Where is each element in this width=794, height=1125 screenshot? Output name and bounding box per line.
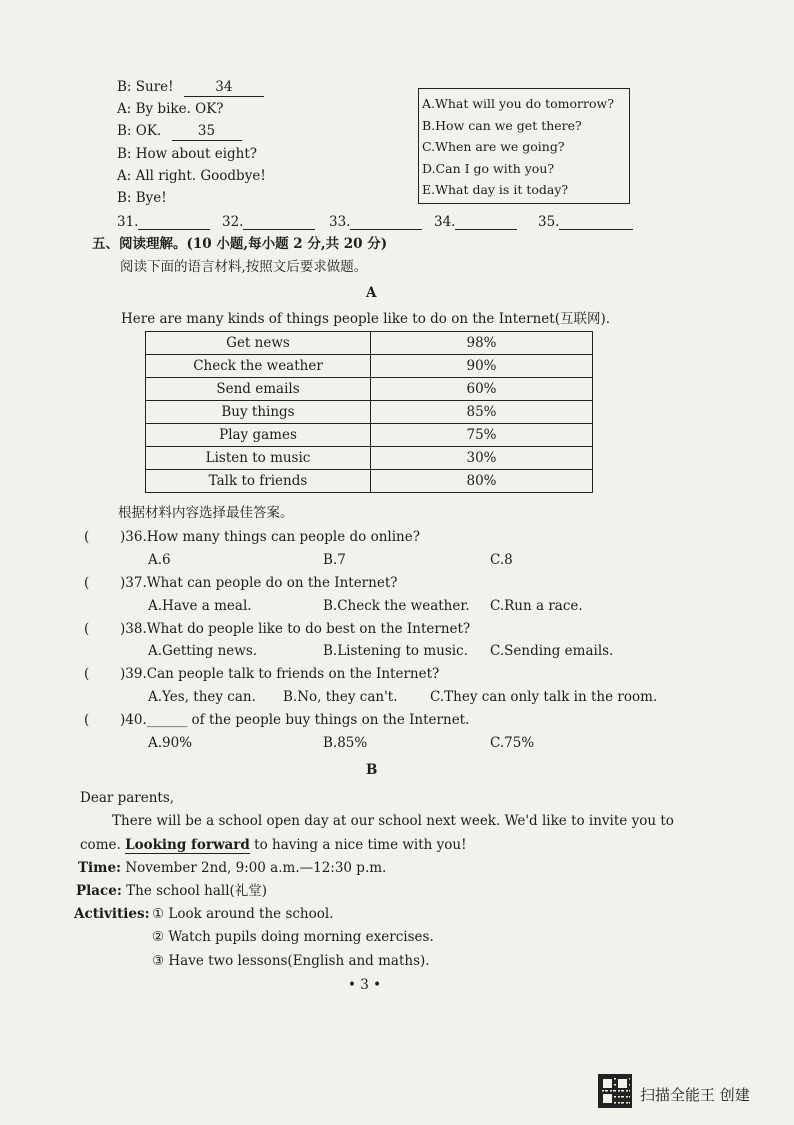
letter-greeting: Dear parents, xyxy=(80,790,175,806)
option-b: B.How can we get there? xyxy=(422,117,582,133)
answer-33 xyxy=(329,214,422,230)
dialogue-line-1 xyxy=(117,78,264,97)
dialogue-line-4: B: How about eight? xyxy=(117,146,258,162)
table-row xyxy=(146,378,593,401)
question-37-stem: )37.What can people do on the Internet? xyxy=(120,575,398,591)
underlined-phrase: Looking forward xyxy=(125,837,250,853)
dialogue-line-5: A: All right. Goodbye! xyxy=(117,168,266,184)
activity-cell: Talk to friends xyxy=(146,470,371,493)
activity-item-2: ② Watch pupils doing morning exercises. xyxy=(152,929,434,945)
question-38-paren: ( xyxy=(84,621,90,637)
question-40-option-b: B.85% xyxy=(323,735,368,751)
qr-code-icon xyxy=(598,1074,632,1108)
question-36-option-a: A.6 xyxy=(148,552,171,568)
activity-cell: Get news xyxy=(146,332,371,355)
table-row xyxy=(146,424,593,447)
percent-cell: 85% xyxy=(371,401,593,424)
activity-cell: Play games xyxy=(146,424,371,447)
letter-line-2 xyxy=(80,836,467,854)
percent-cell: 98% xyxy=(371,332,593,355)
answer-line xyxy=(455,215,517,230)
answer-number: 33. xyxy=(329,214,351,230)
question-40-stem: )40.______ of the people buy things on the Internet. xyxy=(120,712,470,728)
internet-activities-table xyxy=(145,331,593,493)
time-label: Time: xyxy=(78,860,122,876)
question-36-stem: )36.How many things can people do online? xyxy=(120,529,420,545)
answer-number: 31. xyxy=(117,214,139,230)
question-36-option-c: C.8 xyxy=(490,552,513,568)
percent-cell: 60% xyxy=(371,378,593,401)
activity-cell: Listen to music xyxy=(146,447,371,470)
qr-corner xyxy=(601,1092,614,1105)
activity-item-3: ③ Have two lessons(English and maths). xyxy=(152,953,430,969)
answer-blank-35: 35 xyxy=(172,122,242,141)
question-37-option-a: A.Have a meal. xyxy=(148,598,252,614)
percent-cell: 75% xyxy=(371,424,593,447)
activity-cell: Buy things xyxy=(146,401,371,424)
question-38-stem: )38.What do people like to do best on the Internet? xyxy=(120,621,471,637)
letter-line-1: There will be a school open day at our school next week. We'd like to invite you to xyxy=(112,813,674,829)
question-37-option-b: B.Check the weather. xyxy=(323,598,470,614)
answer-line xyxy=(559,215,633,230)
dialogue-text: B: Sure! xyxy=(117,79,174,95)
answer-31 xyxy=(117,214,210,230)
answer-blanks-row xyxy=(117,214,637,234)
question-39-option-b: B.No, they can't. xyxy=(283,689,398,705)
question-38-option-a: A.Getting news. xyxy=(148,643,258,659)
time-value: November 2nd, 9:00 a.m.—12:30 p.m. xyxy=(125,860,387,876)
table-row xyxy=(146,447,593,470)
qr-corner xyxy=(601,1077,614,1090)
place-label: Place: xyxy=(76,883,122,899)
question-36-paren: ( xyxy=(84,529,90,545)
section-heading: 五、阅读理解。(10 小题,每小题 2 分,共 20 分) xyxy=(92,236,388,252)
passage-b-label: B xyxy=(366,762,378,778)
dialogue-line-2: A: By bike. OK? xyxy=(117,101,224,117)
option-a: A.What will you do tomorrow? xyxy=(422,96,614,111)
question-37-option-c: C.Run a race. xyxy=(490,598,583,614)
question-38-option-b: B.Listening to music. xyxy=(323,643,468,659)
passage-a-intro: Here are many kinds of things people like to do on the Internet(互联网). xyxy=(121,311,611,327)
answer-line xyxy=(350,215,422,230)
question-37-paren: ( xyxy=(84,575,90,591)
table-row xyxy=(146,355,593,378)
scanner-watermark: 扫描全能王 创建 xyxy=(640,1086,750,1104)
answer-line xyxy=(138,215,210,230)
table-row xyxy=(146,470,593,493)
qr-corner xyxy=(616,1077,629,1090)
question-40-option-c: C.75% xyxy=(490,735,535,751)
question-38-option-c: C.Sending emails. xyxy=(490,643,614,659)
answer-line xyxy=(243,215,315,230)
answer-35 xyxy=(538,214,633,230)
question-40-paren: ( xyxy=(84,712,90,728)
table-row xyxy=(146,401,593,424)
percent-cell: 80% xyxy=(371,470,593,493)
option-d: D.Can I go with you? xyxy=(422,160,555,176)
question-39-option-c: C.They can only talk in the room. xyxy=(430,689,658,705)
option-c: C.When are we going? xyxy=(422,139,565,154)
activities-label: Activities: xyxy=(74,906,150,922)
section-instruction: 阅读下面的语言材料,按照文后要求做题。 xyxy=(120,259,368,275)
time-line xyxy=(78,859,386,877)
activity-cell: Send emails xyxy=(146,378,371,401)
passage-a-label: A xyxy=(366,285,377,301)
letter-text: come. xyxy=(80,837,121,853)
option-e: E.What day is it today? xyxy=(422,182,569,197)
question-39-stem: )39.Can people talk to friends on the Internet? xyxy=(120,666,440,682)
answer-blank-34: 34 xyxy=(184,78,264,97)
dialogue-text: B: OK. xyxy=(117,123,162,139)
percent-cell: 30% xyxy=(371,447,593,470)
answer-number: 34. xyxy=(434,214,456,230)
question-40-option-a: A.90% xyxy=(148,735,193,751)
answer-number: 32. xyxy=(222,214,244,230)
choose-instruction: 根据材料内容选择最佳答案。 xyxy=(118,505,294,521)
place-value: The school hall(礼堂) xyxy=(126,883,268,899)
page-number: • 3 • xyxy=(348,977,382,993)
options-box xyxy=(418,88,630,204)
letter-text: to having a nice time with you! xyxy=(254,837,467,853)
percent-cell: 90% xyxy=(371,355,593,378)
dialogue-line-6: B: Bye! xyxy=(117,190,167,206)
activity-item-1: ① Look around the school. xyxy=(152,906,334,922)
answer-32 xyxy=(222,214,315,230)
activity-cell: Check the weather xyxy=(146,355,371,378)
table-row xyxy=(146,332,593,355)
answer-34 xyxy=(434,214,517,230)
answer-number: 35. xyxy=(538,214,560,230)
question-36-option-b: B.7 xyxy=(323,552,346,568)
dialogue-line-3 xyxy=(117,122,242,141)
question-39-paren: ( xyxy=(84,666,90,682)
question-39-option-a: A.Yes, they can. xyxy=(148,689,256,705)
place-line xyxy=(76,882,267,900)
